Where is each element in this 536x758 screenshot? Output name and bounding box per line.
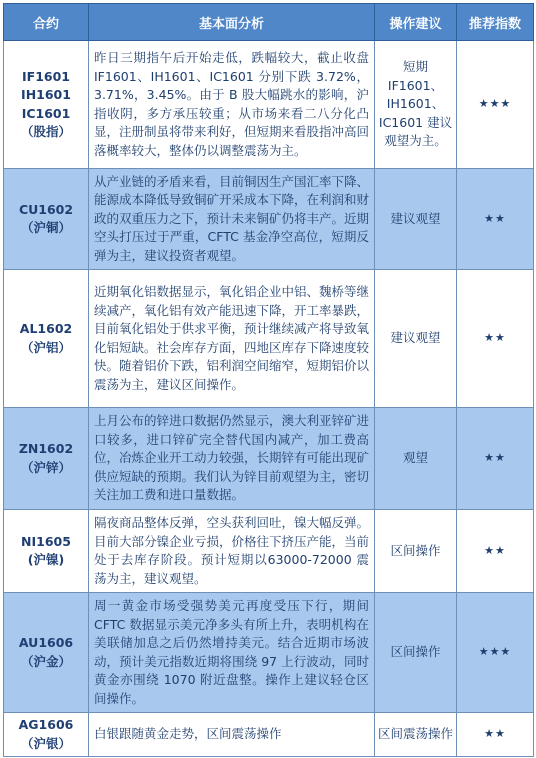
advice-cell: 观望 [375, 408, 457, 510]
contract-cell [4, 713, 89, 757]
advice-cell: 区间震荡操作 [375, 713, 457, 757]
rating-stars: ★★ [457, 270, 534, 408]
contract-name: （股指） [20, 124, 71, 139]
analysis-cell: 从产业链的矛盾来看，目前铜因生产国汇率下降、能源成本降低导致铜矿开采成本下降，在利润和财政的双重压力之下，预计未来铜矿仍将丰产。近期空头打压过于严重，CFTC 基金净空高位，短期反弹为主，建议投资者观望。 [89, 169, 375, 270]
rating-stars: ★★ [457, 713, 534, 757]
advice-cell: 建议观望 [375, 169, 457, 270]
table-row [4, 408, 534, 510]
contract-code: CU1602 [18, 201, 74, 217]
table-row [4, 270, 534, 408]
table-header-row [4, 4, 534, 41]
table-row [4, 713, 534, 757]
rating-stars: ★★ [457, 169, 534, 270]
table-row [4, 510, 534, 593]
table-row [4, 593, 534, 713]
analysis-cell: 白银跟随黄金走势，区间震荡操作 [89, 713, 375, 757]
table-row [4, 41, 534, 169]
contract-code: AL1602 [19, 321, 73, 336]
contract-cell [4, 41, 89, 169]
contract-cell [4, 593, 89, 713]
contract-code: AU1606 [18, 635, 74, 650]
contract-cell [4, 169, 89, 270]
advice-cell: 区间操作 [375, 593, 457, 713]
contract-name: （沪银） [20, 735, 71, 751]
analysis-cell: 隔夜商品整体反弹，空头获利回吐，镍大幅反弹。目前大部分镍企业亏损，价格往下挤压产能，当前处于去库存阶段。预计短期以63000-72000 震荡为主，建议观望。 [89, 510, 375, 593]
advice-cell: 区间操作 [375, 510, 457, 593]
contract-code: IC1601 [21, 105, 71, 121]
analysis-cell: 周一黄金市场受强势美元再度受压下行，期间 CFTC 数据显示美元净多头有所上升，表明机构在美联储加息之后仍然增持美元。结合近期市场波动，预计美元指数近期将围绕 97 上行波动，同时黄金亦围绕 1070 附近盘整。操作上建议轻仓区间操作。 [89, 593, 375, 713]
contract-name: (沪镍) [27, 552, 65, 567]
contract-code: ZN1602 [18, 441, 74, 456]
header-rating: 推荐指数 [457, 4, 534, 41]
advice-cell: 短期 IF1601、IH1601、IC1601 建议观望为主。 [375, 41, 457, 169]
contract-code: AG1606 [18, 717, 74, 732]
contract-code: NI1605 [21, 533, 71, 549]
rating-stars: ★★★ [457, 593, 534, 713]
rating-stars: ★★ [457, 510, 534, 593]
rating-stars: ★★★ [457, 41, 534, 169]
contract-name: （沪铜） [20, 220, 71, 235]
header-analysis: 基本面分析 [89, 4, 375, 41]
contract-cell [4, 510, 89, 593]
rating-stars: ★★ [457, 408, 534, 510]
analysis-cell: 昨日三期指午后开始走低，跌幅较大，截止收盘 IF1601、IH1601、IC1601 分别下跌 3.72%，3.71%，3.45%。由于 B 股大幅跳水的影响，沪指收阴，多方承压较重；从市场来看二八分化凸显，注册制虽将带来利好，但短期来看股指冲高回落概率较大，整体仍以调整震荡为主。 [89, 41, 375, 169]
analysis-cell: 近期氧化铝数据显示，氧化铝企业中铝、魏桥等继续减产，氧化铝有效产能迅速下降，开工率暴跌，目前氧化铝处于供求平衡，预计继续减产将导致氧化铝短缺。社会库存方面，四地区库存下降速度较快。随着铝价下跌，铝利润空间缩窄，短期铝价以震荡为主，建议区间操作。 [89, 270, 375, 408]
contract-code: IH1601 [21, 87, 71, 102]
contract-name: （沪铝） [20, 339, 71, 355]
contract-cell [4, 270, 89, 408]
analysis-cell: 上月公布的锌进口数据仍然显示，澳大利亚锌矿进口较多，进口锌矿完全替代国内减产，加工费高位，冶炼企业开工动力较强，长期锌有可能出现矿供应短缺的预期。我们认为锌目前观望为主，密切关注加工费和进口量数据。 [89, 408, 375, 510]
advice-cell: 建议观望 [375, 270, 457, 408]
contract-cell [4, 408, 89, 510]
contract-name: （沪金） [20, 653, 71, 669]
header-advice: 操作建议 [375, 4, 457, 41]
header-contract: 合约 [4, 4, 89, 41]
table-row [4, 169, 534, 270]
contract-code: IF1601 [22, 68, 70, 84]
fundamental-analysis-table [3, 3, 534, 757]
contract-name: （沪锌） [20, 459, 71, 475]
